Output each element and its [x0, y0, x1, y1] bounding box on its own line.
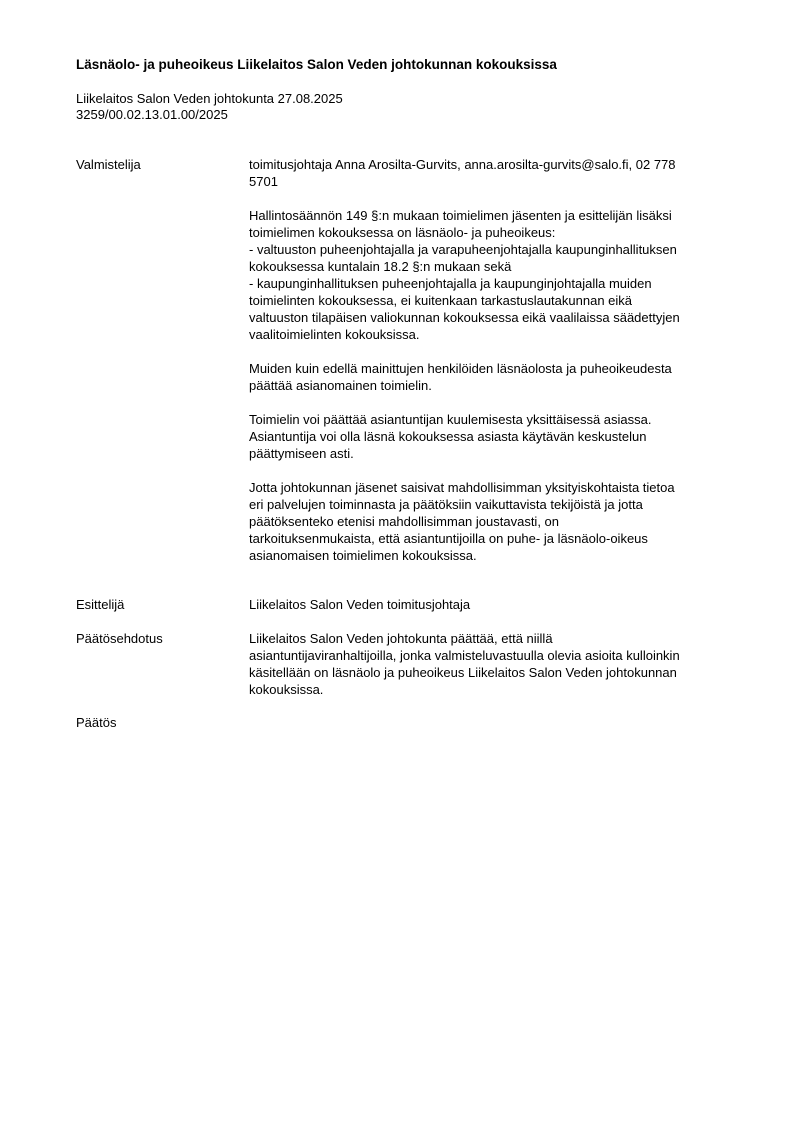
text-line: päättää asianomainen toimielin. [249, 378, 432, 393]
text-line: eri palvelujen toiminnasta ja päätöksiin vaikuttavista tekijöistä ja jotta [249, 497, 643, 512]
preparer-label: Valmistelija [76, 157, 141, 172]
reference-number: 3259/00.02.13.01.00/2025 [76, 107, 228, 122]
text-line: Toimielin voi päättää asiantuntijan kuulemisesta yksittäisessä asiassa. [249, 412, 652, 427]
text-line: toimitusjohtaja Anna Arosilta-Gurvits, anna.arosilta-gurvits@salo.fi, 02 778 [249, 157, 676, 172]
text-line: päätöksenteko etenisi mahdollisimman joustavasti, on [249, 514, 560, 529]
text-line: päättymiseen asti. [249, 446, 354, 461]
text-line: valtuuston tilapäisen valiokunnan kokouksessa eikä vaalilaissa säädettyjen [249, 310, 680, 325]
text-line: Hallintosäännön 149 §:n mukaan toimielimen jäsenten ja esittelijän lisäksi [249, 208, 672, 223]
proposal-label: Päätösehdotus [76, 631, 163, 646]
text-line: Asiantuntija voi olla läsnä kokouksessa asiasta käytävän keskustelun [249, 429, 647, 444]
text-line: vaalitoimielinten kokouksissa. [249, 327, 420, 342]
text-line: Muiden kuin edellä mainittujen henkilöiden läsnäolosta ja puheoikeudesta [249, 361, 672, 376]
text-line: kokouksessa kuntalain 18.2 §:n mukaan sekä [249, 259, 512, 274]
proposal-text [249, 630, 735, 698]
text-line: 5701 [249, 174, 278, 189]
document-title: Läsnäolo- ja puheoikeus Liikelaitos Salon Veden johtokunnan kokouksissa [76, 57, 557, 72]
text-line: käsitellään on läsnäolo ja puheoikeus Liikelaitos Salon Veden johtokunnan [249, 665, 677, 680]
presenter-value: Liikelaitos Salon Veden toimitusjohtaja [249, 597, 471, 612]
presenter-label: Esittelijä [76, 597, 125, 612]
text-line: asiantuntijaviranhaltijoilla, jonka valmisteluvastuulla olevia asioita kulloinkin [249, 648, 680, 663]
text-line: asianomaisen toimielimen kokouksissa. [249, 548, 477, 563]
text-line: - kaupunginhallituksen puheenjohtajalla ja kaupunginjohtajalla muiden [249, 276, 652, 291]
preparer-section [249, 156, 735, 564]
paragraph [249, 479, 735, 564]
preparer-contact [249, 156, 735, 190]
text-line: Jotta johtokunnan jäsenet saisivat mahdollisimman yksityiskohtaista tietoa [249, 480, 675, 495]
text-line: toimielinten kokouksessa, ei kuitenkaan tarkastuslautakunnan eikä [249, 293, 633, 308]
text-line: kokouksissa. [249, 682, 324, 697]
text-line: Liikelaitos Salon Veden johtokunta päättää, että niillä [249, 631, 553, 646]
paragraph [249, 207, 735, 343]
paragraph [249, 360, 735, 394]
text-line: - valtuuston puheenjohtajalla ja varapuheenjohtajalla kaupunginhallituksen [249, 242, 677, 257]
text-line: tarkoituksenmukaista, että asiantuntijoilla on puhe- ja läsnäolo-oikeus [249, 531, 648, 546]
document-meta [76, 91, 343, 123]
paragraph [249, 411, 735, 462]
decision-label: Päätös [76, 715, 117, 730]
text-line: toimielimen kokouksessa on läsnäolo- ja puheoikeus: [249, 225, 556, 240]
meeting-line: Liikelaitos Salon Veden johtokunta 27.08.2025 [76, 91, 343, 106]
